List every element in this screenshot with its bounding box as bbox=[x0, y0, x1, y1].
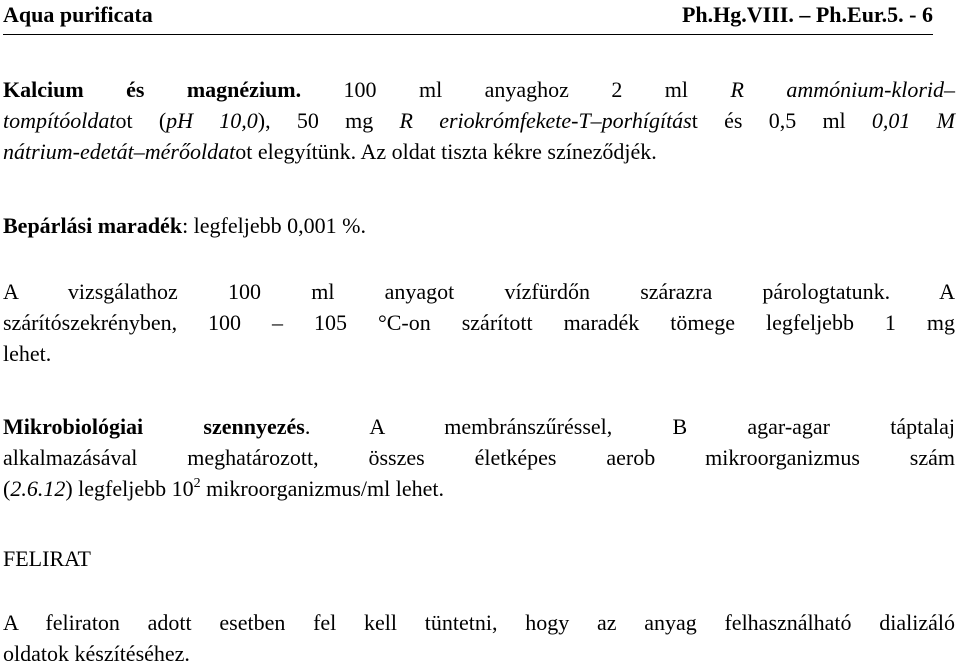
microbial-paragraph: Mikrobiológiai szennyezés. A membránszűréssel, B agar-agar táptalaj alkalmazásával meghatározott, összes életképes aerob mikroorganizmus szám (2.6.12) legfeljebb $10^2$ mikroorganizmus/ml lehet. bbox=[3, 414, 955, 501]
label-heading: FELIRAT bbox=[3, 546, 91, 571]
residue-method-paragraph: A vizsgálathoz 100 ml anyagot vízfürdőn szárazra párologtatunk. A szárítószekrényben, 100 – 105 °C-on szárított maradék tömege legfeljebb 1 mg lehet. bbox=[3, 279, 955, 366]
page-header bbox=[3, 0, 933, 35]
residue-heading: Bepárlási maradék bbox=[3, 213, 183, 238]
method-reference: 2.6.12 bbox=[10, 476, 66, 501]
pharmacopoeia-reference: Ph.Hg.VIII. – Ph.Eur.5. - 6 bbox=[681, 2, 933, 27]
calcium-magnesium-paragraph bbox=[3, 74, 955, 167]
calcium-line-2: tompítóoldatot (pH 10,0), 50 mg R eriokrómfekete-T–porhígítást és 0,5 ml 0,01 M bbox=[3, 108, 955, 133]
residue-paragraph bbox=[3, 210, 955, 241]
document-title: Aqua purificata bbox=[3, 2, 153, 27]
label-paragraph: A feliraton adott esetben fel kell tüntetni, hogy az anyag felhasználható dializáló oldatok készítéséhez. bbox=[3, 610, 955, 666]
exponent: 2 bbox=[193, 476, 201, 491]
microbial-heading: Mikrobiológiai szennyezés bbox=[3, 414, 305, 439]
calcium-heading: Kalcium és magnézium. bbox=[3, 77, 302, 102]
calcium-line-3: nátrium-edetát–mérőoldatot elegyítünk. Az oldat tiszta kékre színeződjék. bbox=[3, 139, 657, 164]
residue-limit: : legfeljebb 0,001 %. bbox=[182, 213, 366, 238]
calcium-line-1: Kalcium és magnézium. 100 ml anyaghoz 2 ml R ammónium-klorid– bbox=[3, 77, 955, 102]
